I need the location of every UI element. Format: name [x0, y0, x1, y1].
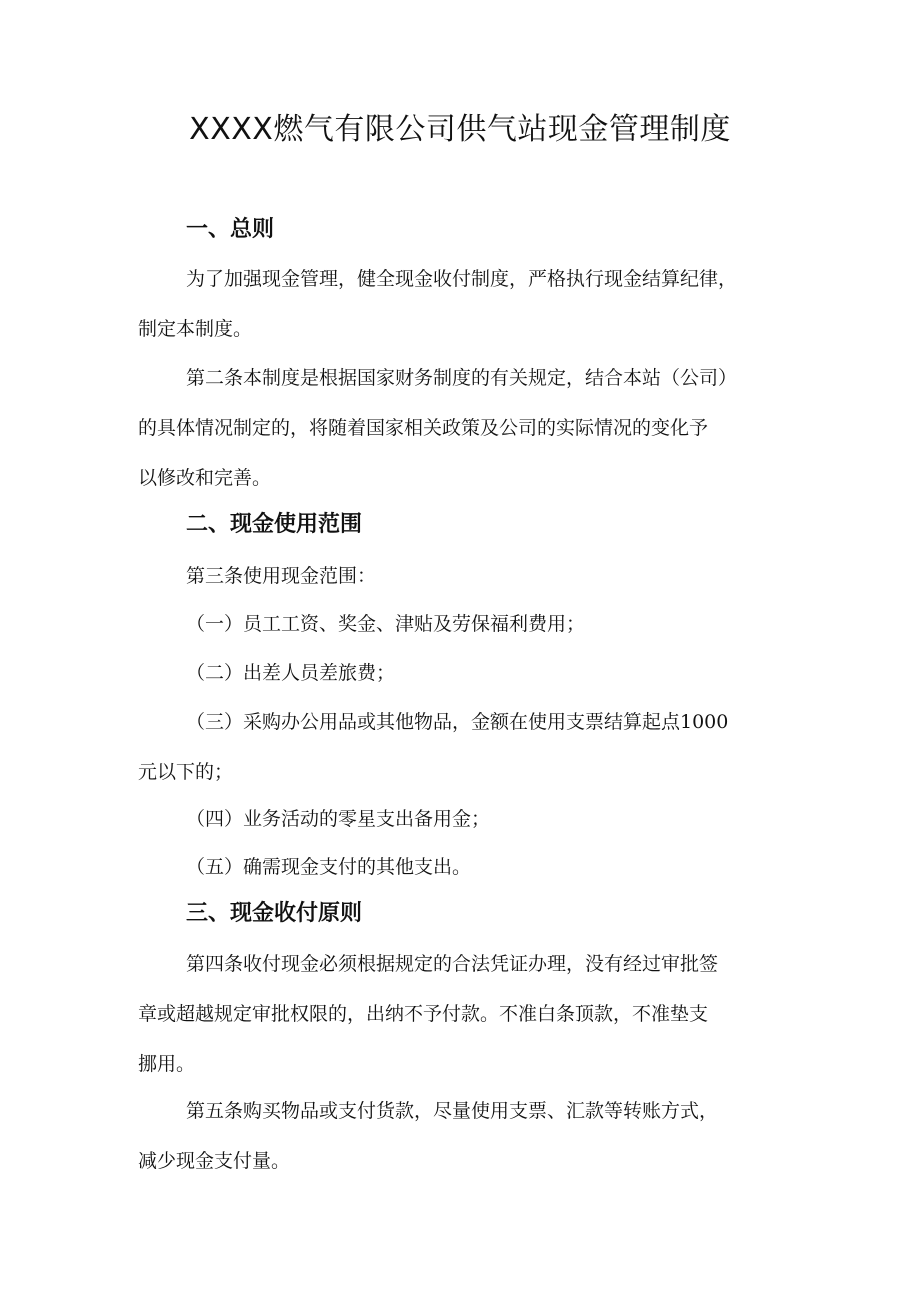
- paragraph-10: [138, 1086, 788, 1186]
- paragraph-line: 为了加强现金管理，健全现金收付制度，严格执行现金结算纪律，: [186, 268, 738, 290]
- paragraph-line: 减少现金支付量。: [138, 1150, 291, 1172]
- paragraph-line: 挪用。: [138, 1053, 196, 1075]
- list-item-5: [138, 842, 788, 892]
- document-title: XXXX燃气有限公司供气站现金管理制度: [189, 112, 731, 147]
- paragraph-line: （二）出差人员差旅费；: [186, 662, 396, 684]
- paragraph-line: 的具体情况制定的，将随着国家相关政策及公司的实际情况的变化予: [138, 417, 709, 439]
- paragraph-line: （四）业务活动的零星支出备用金；: [186, 808, 491, 830]
- paragraph-line: 第四条收付现金必须根据规定的合法凭证办理，没有经过审批签: [186, 953, 719, 975]
- paragraph-9: [138, 939, 788, 1089]
- section-heading-cash-principles: 三、现金收付原则: [186, 901, 363, 926]
- list-item-3: [138, 697, 788, 797]
- paragraph-line: （五）确需现金支付的其他支出。: [186, 856, 472, 878]
- section-heading-cash-scope: 二、现金使用范围: [186, 512, 363, 537]
- paragraph-line: 以修改和完善。: [138, 467, 272, 489]
- paragraph-line: （三）采购办公用品或其他物品，金额在使用支票结算起点1000: [186, 711, 729, 733]
- paragraph-3: [138, 551, 788, 601]
- paragraph-line: 第二条本制度是根据国家财务制度的有关规定，结合本站（公司）: [186, 367, 738, 389]
- list-item-1: [138, 599, 788, 649]
- paragraph-1: [138, 254, 788, 354]
- paragraph-line: 章或超越规定审批权限的，出纳不予付款。不准白条顶款，不准垫支: [138, 1003, 709, 1025]
- paragraph-line: （一）员工工资、奖金、津贴及劳保福利费用；: [186, 613, 586, 635]
- paragraph-line: 元以下的；: [138, 761, 234, 783]
- section-heading-general: 一、总则: [186, 217, 275, 242]
- list-item-4: [138, 794, 788, 844]
- paragraph-line: 第五条购买物品或支付货款，尽量使用支票、汇款等转账方式，: [186, 1100, 719, 1122]
- list-item-2: [138, 648, 788, 698]
- paragraph-2: [138, 353, 788, 503]
- paragraph-line: 第三条使用现金范围：: [186, 565, 377, 587]
- paragraph-line: 制定本制度。: [138, 318, 253, 340]
